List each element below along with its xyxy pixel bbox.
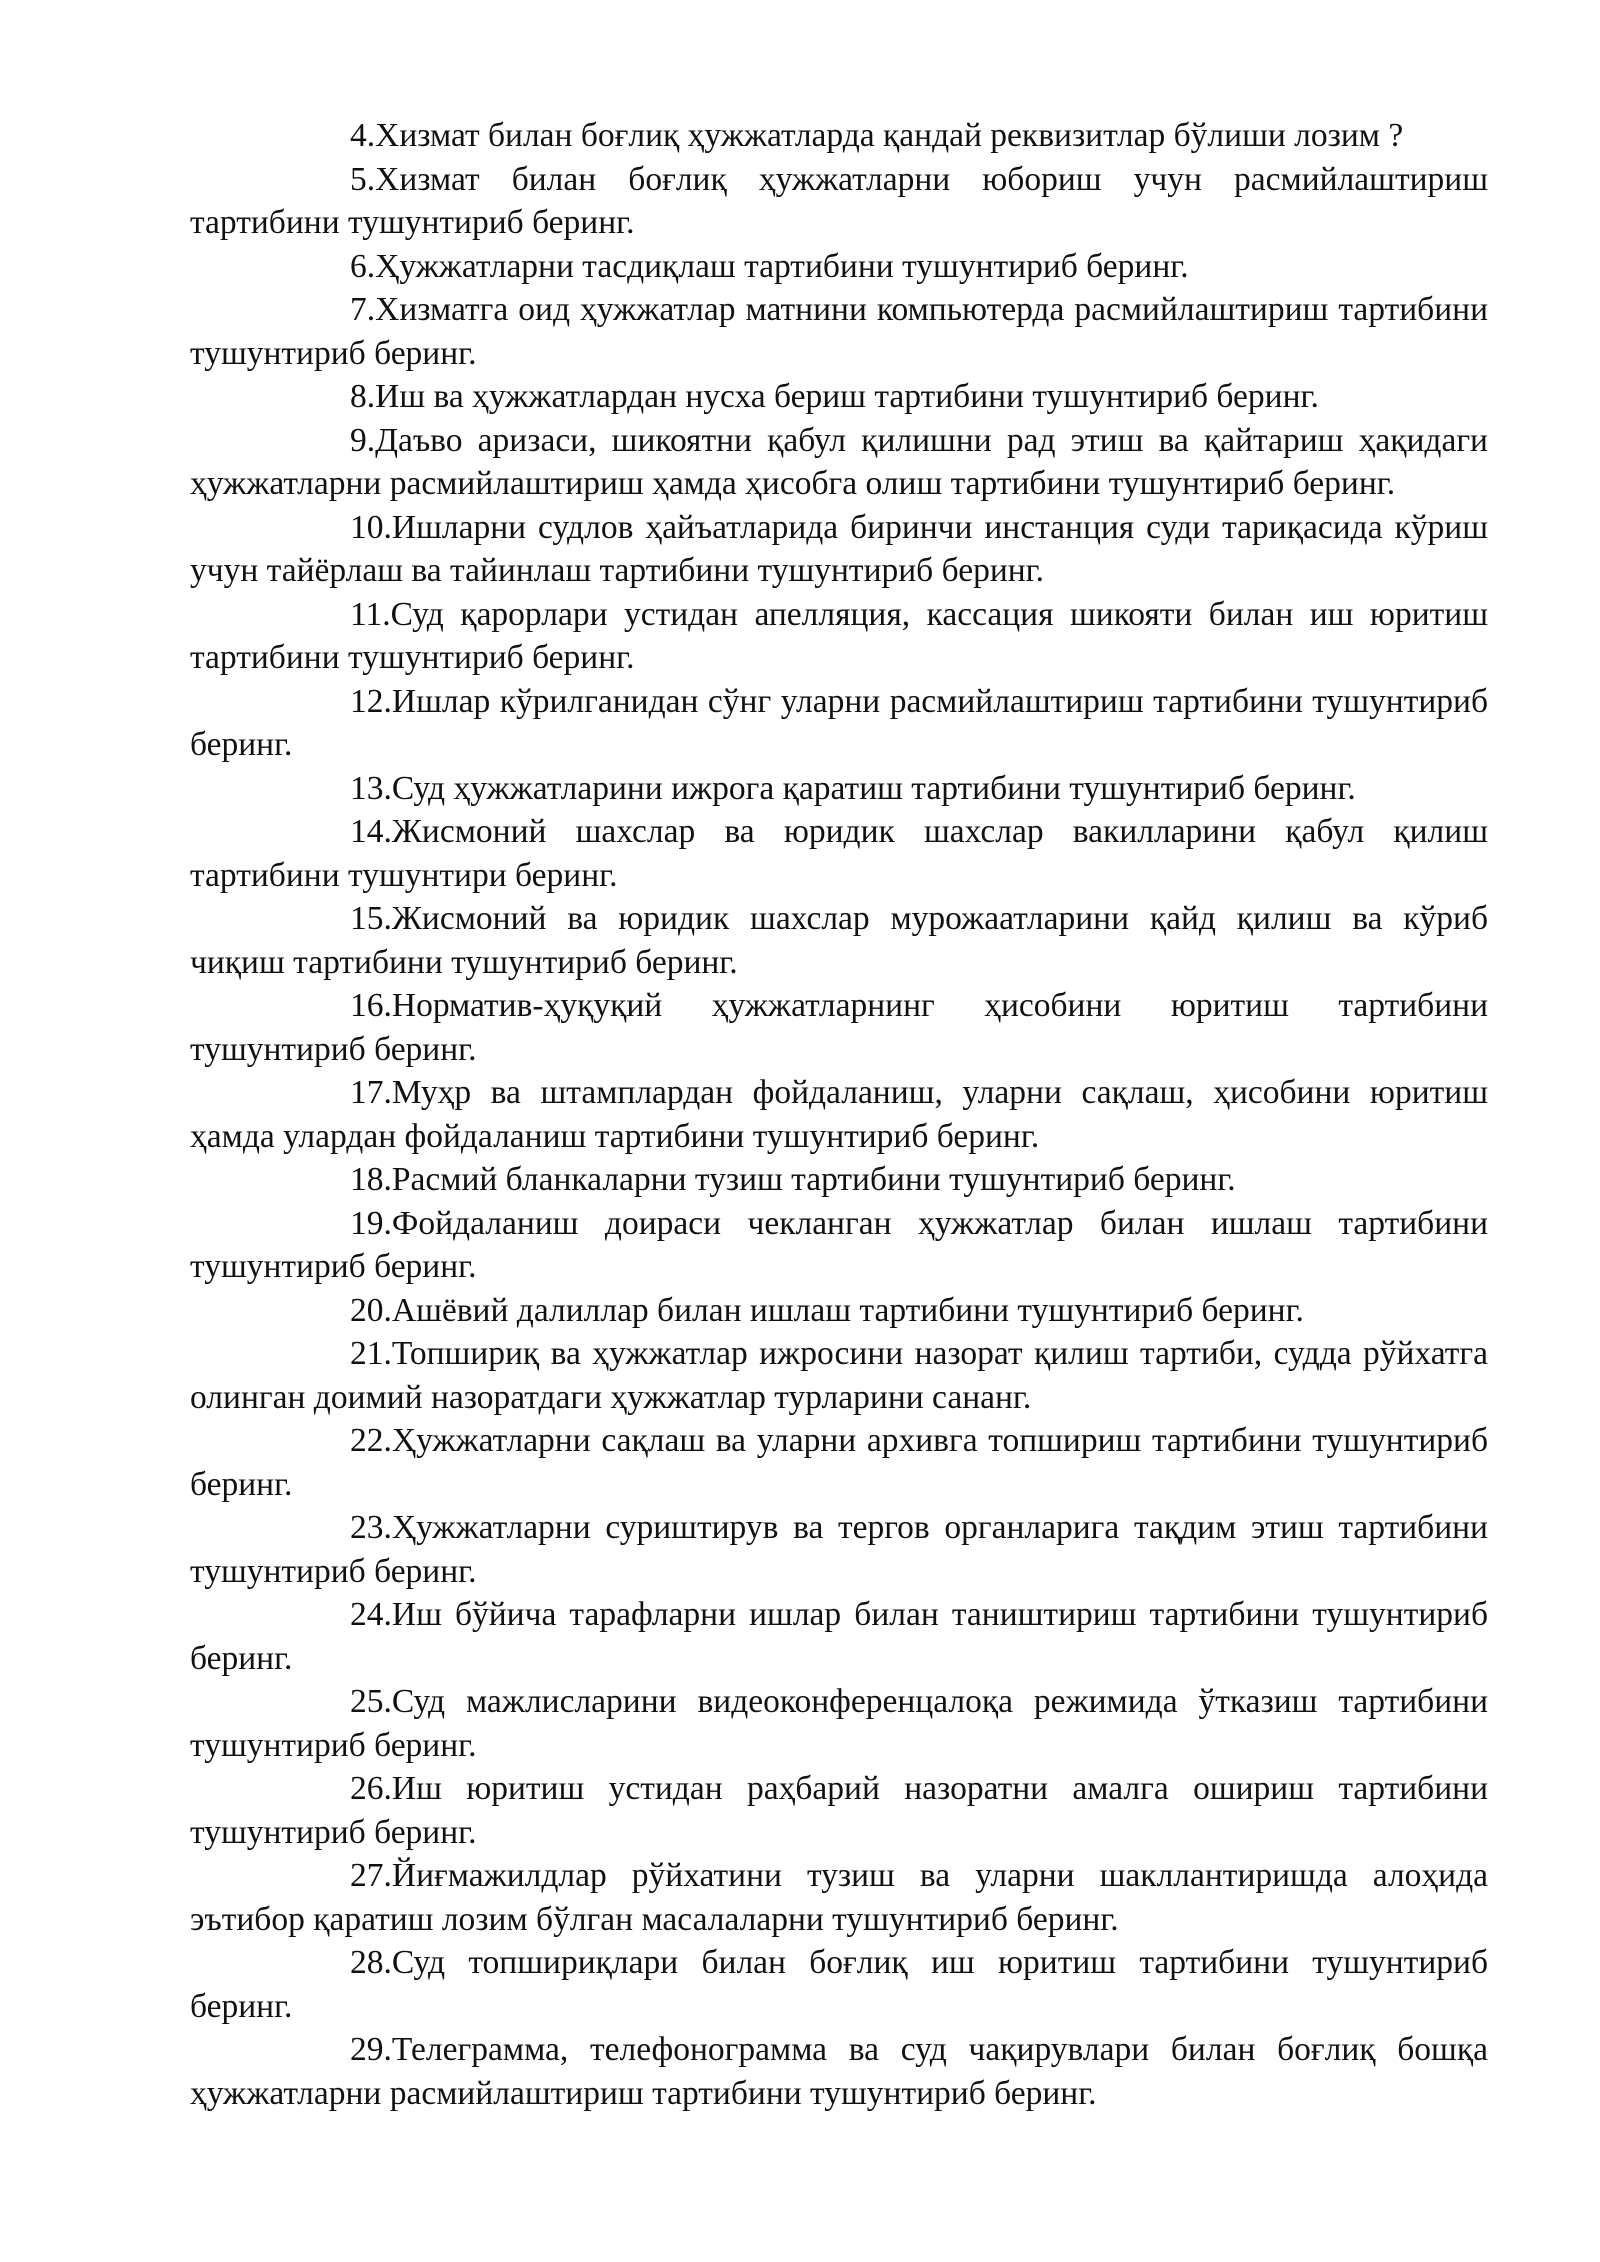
question-text: Суд қарорлари устидан апелляция, кассация шикояти билан иш юритиш тартибини тушунтириб беринг. <box>190 595 1488 676</box>
question-number: 6. <box>350 247 376 285</box>
question-number: 28. <box>350 1944 392 1981</box>
question-text: Жисмоний шахслар ва юридик шахслар вакилларини қабул қилиш тартибини тушунтири беринг. <box>190 813 1488 894</box>
question-number: 29. <box>350 2031 392 2068</box>
question-list <box>190 114 1488 2115</box>
question-item <box>190 1158 1488 1202</box>
question-number: 23. <box>350 1509 392 1546</box>
question-number: 14. <box>350 813 392 850</box>
question-number: 10. <box>350 508 392 546</box>
question-item <box>190 1767 1488 1854</box>
question-text: Ҳужжатларни сақлаш ва уларни архивга топшириш тартибини тушунтириб беринг. <box>190 1422 1488 1503</box>
question-number: 19. <box>350 1204 392 1242</box>
question-number: 18. <box>350 1161 392 1198</box>
question-item <box>190 1332 1488 1419</box>
question-number: 8. <box>350 378 376 415</box>
question-text: Жисмоний ва юридик шахслар мурожаатларини қайд қилиш ва кўриб чиқиш тартибини тушунтириб беринг. <box>190 900 1488 981</box>
question-number: 25. <box>350 1683 392 1720</box>
question-text: Иш ва ҳужжатлардан нусха бериш тартибини тушунтириб беринг. <box>375 378 1319 415</box>
question-text: Хизмат билан боғлиқ ҳужжатларни юбориш учун расмийлаштириш тартибини тушунтириб беринг. <box>190 160 1488 241</box>
question-item <box>190 114 1488 158</box>
question-number: 4. <box>350 117 376 154</box>
question-item <box>190 1202 1488 1289</box>
question-number: 24. <box>350 1596 392 1633</box>
question-text: Норматив-ҳуқуқий ҳужжатларнинг ҳисобини юритиш тартибини тушунтириб беринг. <box>190 987 1488 1068</box>
question-item <box>190 2028 1488 2115</box>
question-item <box>190 1941 1488 2028</box>
question-text: Суд ҳужжатларини ижрога қаратиш тартибини тушунтириб беринг. <box>391 769 1356 807</box>
question-item <box>190 1419 1488 1506</box>
question-item <box>190 1680 1488 1767</box>
question-text: Топшириқ ва ҳужжатлар ижросини назорат қилиш тартиби, судда рўйхатга олинган доимий назоратдаги ҳужжатлар турларини сананг. <box>190 1335 1488 1416</box>
question-item <box>190 680 1488 767</box>
question-text: Фойдаланиш доираси чекланган ҳужжатлар билан ишлаш тартибини тушунтириб беринг. <box>190 1204 1488 1285</box>
question-text: Иш бўйича тарафларни ишлар билан таништириш тартибини тушунтириб беринг. <box>190 1596 1488 1677</box>
question-text: Иш юритиш устидан раҳбарий назоратни амалга ошириш тартибини тушунтириб беринг. <box>190 1770 1488 1851</box>
question-text: Ишлар кўрилганидан сўнг уларни расмийлаштириш тартибини тушунтириб беринг. <box>190 682 1488 763</box>
question-item <box>190 506 1488 593</box>
question-text: Муҳр ва штамплардан фойдаланиш, уларни сақлаш, ҳисобини юритиш ҳамда улардан фойдаланиш тартибини тушунтириб беринг. <box>190 1074 1488 1155</box>
question-item <box>190 767 1488 811</box>
question-text: Ишларни судлов ҳайъатларида биринчи инстанция суди тариқасида кўриш учун тайёрлаш ва тайинлаш тартибини тушунтириб беринг. <box>190 508 1488 589</box>
question-text: Телеграмма, телефонограмма ва суд чақирувлари билан боғлиқ бошқа ҳужжатларни расмийлаштириш тартибини тушунтириб беринг. <box>190 2031 1488 2112</box>
question-text: Хизматга оид ҳужжатлар матнини компьютерда расмийлаштириш тартибини тушунтириб беринг. <box>190 291 1488 372</box>
question-number: 22. <box>350 1422 392 1459</box>
question-number: 20. <box>350 1291 392 1329</box>
question-text: Ашёвий далиллар билан ишлаш тартибини тушунтириб беринг. <box>391 1291 1304 1329</box>
question-item <box>190 1506 1488 1593</box>
question-text: Йиғмажилдлар рўйхатини тузиш ва уларни шакллантиришда алоҳида эътибор қаратиш лозим бўлган масалаларни тушунтириб беринг. <box>190 1857 1488 1938</box>
question-item <box>190 245 1488 289</box>
question-number: 9. <box>350 421 376 459</box>
question-item <box>190 1071 1488 1158</box>
question-number: 12. <box>350 682 392 720</box>
question-text: Хизмат билан боғлиқ ҳужжатларда қандай реквизитлар бўлиши лозим ? <box>375 117 1404 154</box>
question-text: Расмий бланкаларни тузиш тартибини тушунтириб беринг. <box>391 1161 1236 1198</box>
question-item <box>190 375 1488 419</box>
question-number: 15. <box>350 900 392 937</box>
question-item <box>190 593 1488 680</box>
question-item <box>190 1593 1488 1680</box>
question-item <box>190 1854 1488 1941</box>
question-item <box>190 984 1488 1071</box>
question-number: 16. <box>350 987 392 1024</box>
question-item <box>190 419 1488 506</box>
question-item <box>190 810 1488 897</box>
question-text: Ҳужжатларни тасдиқлаш тартибини тушунтириб беринг. <box>375 247 1189 285</box>
question-item <box>190 288 1488 375</box>
question-number: 27. <box>350 1857 392 1894</box>
question-text: Суд топшириқлари билан боғлиқ иш юритиш тартибини тушунтириб беринг. <box>190 1944 1488 2025</box>
question-number: 26. <box>350 1770 392 1807</box>
question-text: Даъво аризаси, шикоятни қабул қилишни рад этиш ва қайтариш ҳақидаги ҳужжатларни расмийлаштириш ҳамда ҳисобга олиш тартибини тушунтириб беринг. <box>190 421 1488 502</box>
question-text: Ҳужжатларни суриштирув ва тергов органларига тақдим этиш тартибини тушунтириб беринг. <box>190 1509 1488 1590</box>
question-number: 11. <box>350 595 391 633</box>
question-text: Суд мажлисларини видеоконференцалоқа режимида ўтказиш тартибини тушунтириб беринг. <box>190 1683 1488 1764</box>
question-item <box>190 1289 1488 1333</box>
question-number: 13. <box>350 769 392 807</box>
question-number: 5. <box>350 160 376 198</box>
question-item <box>190 158 1488 245</box>
question-number: 21. <box>350 1335 392 1372</box>
question-number: 7. <box>350 291 376 328</box>
question-number: 17. <box>350 1074 392 1111</box>
question-item <box>190 897 1488 984</box>
